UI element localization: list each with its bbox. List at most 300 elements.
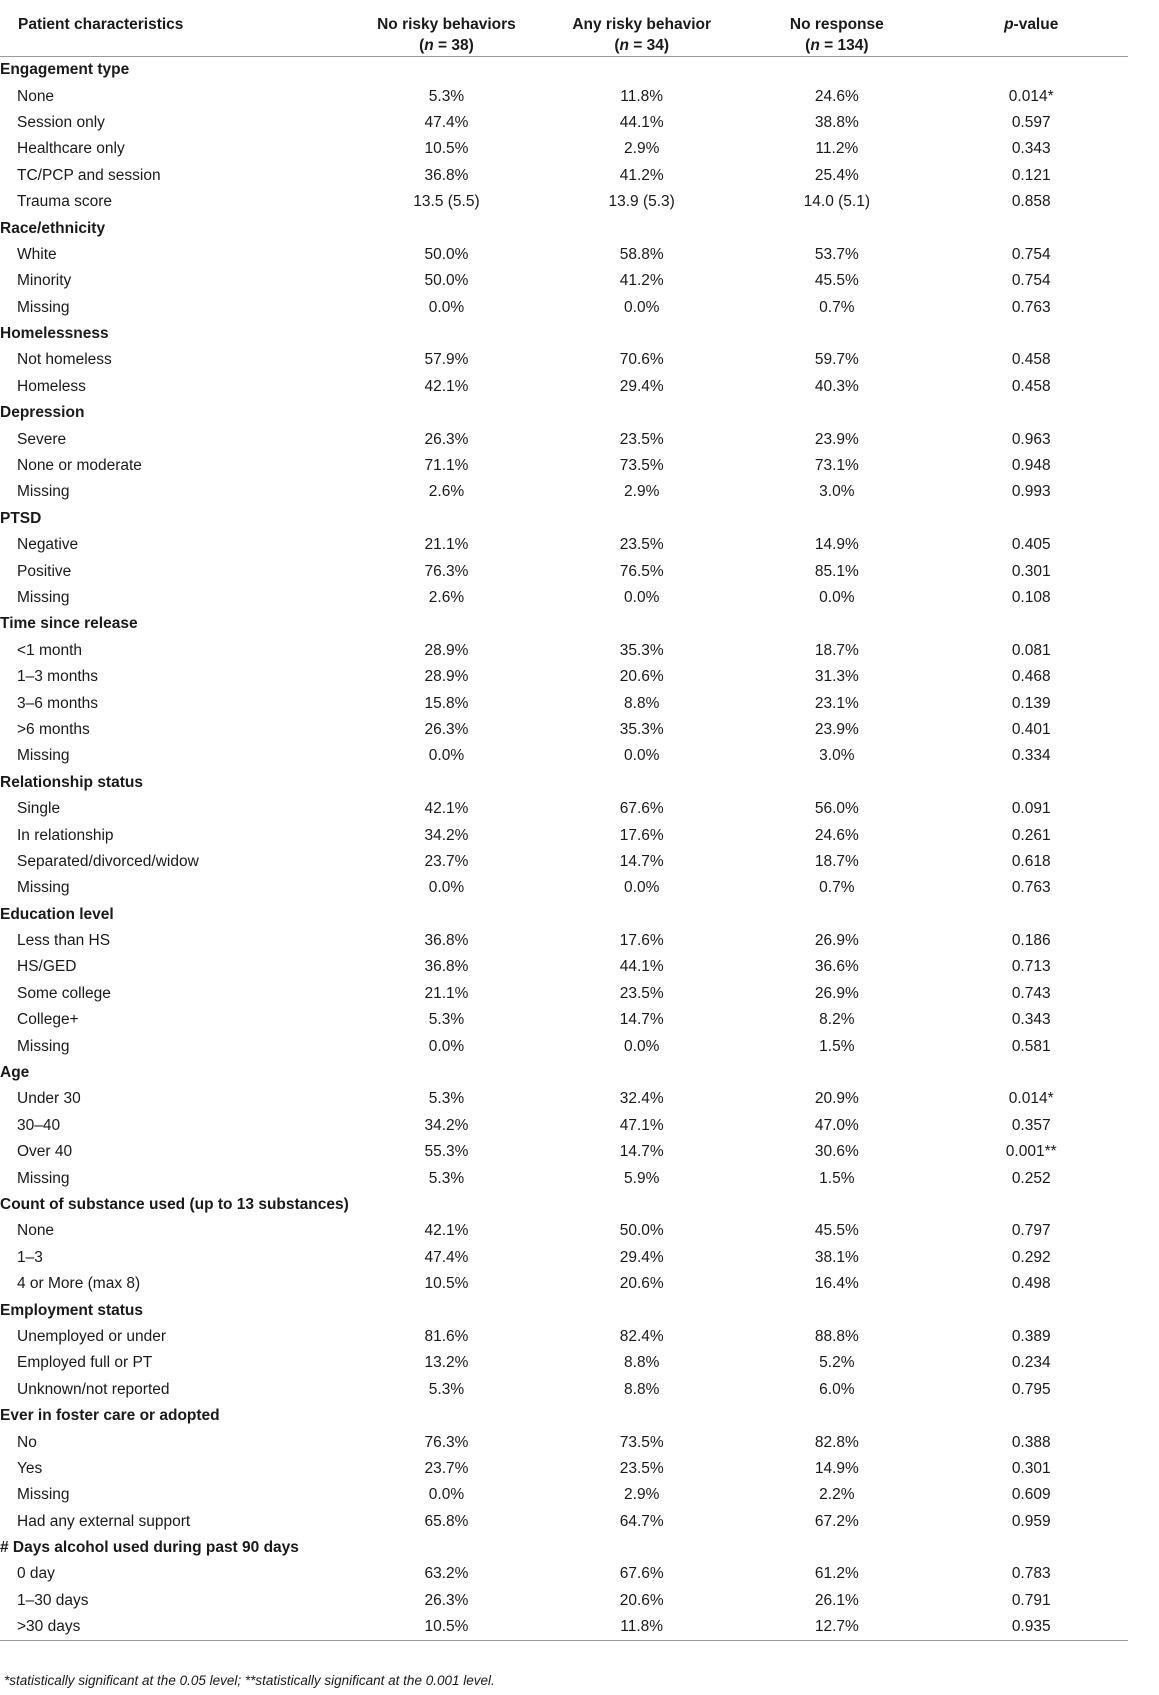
group-header-row <box>0 321 1128 347</box>
no-response-value: 0.7% <box>819 879 855 897</box>
empty-cell <box>349 400 544 426</box>
no-response-value: 3.0% <box>819 483 855 501</box>
no-risky-behaviors-value: 0.0% <box>428 298 465 316</box>
table-row <box>0 242 1128 268</box>
no-risky-behaviors-value: 65.8% <box>424 1512 469 1530</box>
row-label: Session only <box>17 113 105 131</box>
empty-cell <box>739 1403 934 1429</box>
group-header-row <box>0 902 1128 928</box>
table-row <box>0 189 1128 215</box>
no-response-value: 26.1% <box>814 1591 859 1609</box>
row-label: Missing <box>17 1037 70 1055</box>
table-row <box>0 268 1128 294</box>
group-header-row <box>0 770 1128 796</box>
group-label: Engagement type <box>0 61 130 79</box>
row-label: Missing <box>17 298 70 316</box>
empty-cell <box>739 1535 934 1561</box>
p-value: 0.357 <box>1011 1116 1051 1134</box>
table-row <box>0 1614 1128 1641</box>
no-risky-behaviors-value: 23.7% <box>424 1459 469 1477</box>
header-any-risky-behavior: Any risky behavior (n = 34) <box>544 0 739 57</box>
empty-cell <box>739 400 934 426</box>
table-row <box>0 1033 1128 1059</box>
row-label: Had any external support <box>17 1512 191 1530</box>
row-label: None <box>17 1222 55 1240</box>
table-row <box>0 532 1128 558</box>
group-header-row <box>0 215 1128 241</box>
no-risky-behaviors-value: 47.4% <box>424 113 469 131</box>
any-risky-behavior-value: 5.9% <box>624 1169 660 1187</box>
empty-cell <box>544 1403 739 1429</box>
table-row <box>0 638 1128 664</box>
row-label: No <box>17 1433 37 1451</box>
table-row <box>0 1482 1128 1508</box>
no-response-value: 40.3% <box>814 377 859 395</box>
no-response-value: 12.7% <box>739 1614 934 1641</box>
no-response-value: 6.0% <box>819 1380 855 1398</box>
p-value: 0.468 <box>1011 668 1051 686</box>
table-row <box>0 1165 1128 1191</box>
table-row <box>0 875 1128 901</box>
no-response-value: 3.0% <box>819 747 855 765</box>
no-risky-behaviors-value: 2.6% <box>428 483 465 501</box>
no-response-value: 25.4% <box>814 166 859 184</box>
table-row <box>0 295 1128 321</box>
empty-cell <box>544 902 739 928</box>
no-response-value: 45.5% <box>814 272 859 290</box>
table-row <box>0 928 1128 954</box>
table-row <box>0 1007 1128 1033</box>
no-risky-behaviors-value: 5.3% <box>428 1090 465 1108</box>
any-risky-behavior-value: 32.4% <box>619 1090 664 1108</box>
table-row <box>0 1350 1128 1376</box>
any-risky-behavior-value: 58.8% <box>619 245 664 263</box>
group-label: Relationship status <box>0 773 143 791</box>
empty-cell <box>349 902 544 928</box>
group-label: Ever in foster care or adopted <box>0 1407 220 1425</box>
empty-cell <box>934 400 1128 426</box>
p-value: 0.498 <box>1011 1275 1051 1293</box>
table-row <box>0 743 1128 769</box>
no-response-value: 16.4% <box>814 1275 859 1293</box>
table-row <box>0 1588 1128 1614</box>
empty-cell <box>349 1403 544 1429</box>
row-label: Trauma score <box>17 193 113 211</box>
no-response-value: 14.9% <box>814 536 859 554</box>
p-value: 0.609 <box>1011 1486 1051 1504</box>
group-label: Race/ethnicity <box>0 219 106 237</box>
row-label: White <box>17 245 57 263</box>
header-patient-characteristics: Patient characteristics <box>0 0 349 57</box>
no-risky-behaviors-value: 76.3% <box>424 562 469 580</box>
empty-cell <box>544 1535 739 1561</box>
table-row <box>0 1086 1128 1112</box>
header-no-response-n: 134 <box>837 37 864 54</box>
no-response-value: 31.3% <box>814 668 859 686</box>
any-risky-behavior-value: 11.8% <box>620 87 664 105</box>
header-row <box>0 0 1128 57</box>
empty-cell <box>349 611 544 637</box>
no-risky-behaviors-value: 2.6% <box>428 589 465 606</box>
table-row <box>0 1218 1128 1244</box>
row-label: Healthcare only <box>17 140 125 158</box>
p-value: 0.795 <box>1011 1380 1051 1398</box>
table-row <box>0 83 1128 109</box>
any-risky-behavior-value: 17.6% <box>619 932 664 950</box>
row-label: Unemployed or under <box>17 1327 167 1345</box>
no-risky-behaviors-value: 0.0% <box>428 1037 465 1055</box>
no-risky-behaviors-value: 21.1% <box>424 536 469 554</box>
no-risky-behaviors-value: 50.0% <box>424 245 469 263</box>
any-risky-behavior-value: 0.0% <box>624 879 660 897</box>
p-value: 0.935 <box>934 1614 1128 1641</box>
no-response-value: 20.9% <box>814 1090 859 1108</box>
group-header-row <box>0 1060 1128 1086</box>
row-label: Missing <box>17 1486 70 1504</box>
row-label: HS/GED <box>17 958 77 976</box>
table-row <box>0 453 1128 479</box>
table-row <box>0 1508 1128 1534</box>
p-value: 0.754 <box>1011 245 1051 263</box>
no-risky-behaviors-value: 28.9% <box>424 641 469 659</box>
no-risky-behaviors-value: 42.1% <box>424 377 469 395</box>
no-response-value: 14.9% <box>814 1459 859 1477</box>
group-header-row <box>0 400 1128 426</box>
no-risky-behaviors-value: 23.7% <box>424 852 469 870</box>
any-risky-behavior-value: 0.0% <box>624 747 660 765</box>
table-row <box>0 163 1128 189</box>
any-risky-behavior-value: 73.5% <box>619 457 664 475</box>
no-response-value: 30.6% <box>814 1143 859 1161</box>
p-value: 0.948 <box>1011 457 1051 475</box>
empty-cell <box>349 506 544 532</box>
row-label: Some college <box>17 984 111 1002</box>
group-header-row <box>0 57 1128 84</box>
empty-cell <box>934 1060 1128 1086</box>
no-response-value: 0.0% <box>819 589 855 606</box>
empty-cell <box>934 1297 1128 1323</box>
p-value: 0.401 <box>1011 720 1051 738</box>
empty-cell <box>349 1535 544 1561</box>
no-risky-behaviors-value: 42.1% <box>424 800 469 818</box>
group-header-row <box>0 1535 1128 1561</box>
no-risky-behaviors-value: 5.3% <box>428 1011 465 1029</box>
table-header <box>0 0 1128 57</box>
p-value: 0.301 <box>1011 1459 1051 1477</box>
row-label: >6 months <box>17 720 90 738</box>
row-label: TC/PCP and session <box>17 166 161 184</box>
table-row <box>0 690 1128 716</box>
no-response-value: 26.9% <box>814 932 859 950</box>
any-risky-behavior-value: 67.6% <box>619 800 664 818</box>
table-row <box>0 1456 1128 1482</box>
p-value: 0.343 <box>1011 1011 1051 1029</box>
p-value: 0.234 <box>1011 1354 1051 1372</box>
any-risky-behavior-value: 14.7% <box>619 1143 664 1161</box>
no-risky-behaviors-value: 10.5% <box>424 1275 469 1293</box>
row-label: Missing <box>17 1169 70 1187</box>
no-risky-behaviors-value: 36.8% <box>424 932 469 950</box>
row-label: Negative <box>17 536 79 554</box>
empty-cell <box>934 215 1128 241</box>
p-value: 0.963 <box>1011 430 1051 448</box>
table-row <box>0 1139 1128 1165</box>
row-label: Employed full or PT <box>17 1354 153 1372</box>
p-value: 0.252 <box>1011 1169 1051 1187</box>
header-p-value <box>934 0 1128 57</box>
group-header-row <box>0 1297 1128 1323</box>
group-label: PTSD <box>0 509 42 527</box>
any-risky-behavior-value: 35.3% <box>619 720 664 738</box>
table-row <box>0 822 1128 848</box>
header-no-risky-behaviors: No risky behaviors (n = 38) <box>349 0 544 57</box>
no-response-value: 18.7% <box>814 641 859 659</box>
any-risky-behavior-value: 41.2% <box>619 166 664 184</box>
no-response-value: 18.7% <box>814 852 859 870</box>
p-value: 0.121 <box>1011 166 1051 184</box>
empty-cell <box>544 770 739 796</box>
table-row <box>0 796 1128 822</box>
header-p-value-p: p <box>1004 16 1014 33</box>
group-label: Depression <box>0 404 85 422</box>
empty-cell <box>544 57 739 84</box>
empty-cell <box>934 321 1128 347</box>
any-risky-behavior-value: 47.1% <box>619 1116 664 1134</box>
row-label: 1–3 months <box>17 668 98 686</box>
row-label: 1–3 <box>17 1248 43 1266</box>
any-risky-behavior-value: 14.7% <box>619 1011 664 1029</box>
no-risky-behaviors-value: 76.3% <box>424 1433 469 1451</box>
table-row <box>0 110 1128 136</box>
group-label: Age <box>0 1064 30 1082</box>
header-any-risky-behavior-n: 34 <box>646 37 664 54</box>
p-value: 0.108 <box>1011 589 1051 606</box>
no-response-value: 47.0% <box>814 1116 859 1134</box>
table-row <box>0 558 1128 584</box>
no-risky-behaviors-value: 55.3% <box>424 1143 469 1161</box>
no-risky-behaviors-value: 0.0% <box>428 879 465 897</box>
empty-cell <box>349 57 544 84</box>
any-risky-behavior-value: 14.7% <box>619 852 664 870</box>
p-value: 0.993 <box>1011 483 1051 501</box>
row-label: Not homeless <box>17 351 112 369</box>
empty-cell <box>544 1060 739 1086</box>
no-risky-behaviors-value: 15.8% <box>424 694 469 712</box>
row-label: Single <box>17 800 61 818</box>
row-label: Unknown/not reported <box>17 1380 170 1398</box>
any-risky-behavior-value: 73.5% <box>619 1433 664 1451</box>
any-risky-behavior-value: 0.0% <box>624 298 660 316</box>
table-row <box>0 347 1128 373</box>
row-label: Missing <box>17 589 70 606</box>
p-value: 0.618 <box>1011 852 1051 870</box>
empty-cell <box>739 506 934 532</box>
empty-cell <box>544 506 739 532</box>
p-value: 0.081 <box>1011 641 1051 659</box>
table-row <box>0 664 1128 690</box>
no-response-value: 85.1% <box>814 562 859 580</box>
row-label: Homeless <box>17 377 86 395</box>
table-row <box>0 1324 1128 1350</box>
no-response-value: 67.2% <box>814 1512 859 1530</box>
row-label: Minority <box>17 272 72 290</box>
no-risky-behaviors-value: 63.2% <box>424 1565 469 1583</box>
no-response-value: 61.2% <box>814 1565 859 1583</box>
empty-cell <box>544 321 739 347</box>
no-risky-behaviors-value: 34.2% <box>424 826 469 844</box>
any-risky-behavior-value: 44.1% <box>619 958 664 976</box>
table-row <box>0 849 1128 875</box>
no-response-value: 45.5% <box>814 1222 859 1240</box>
empty-cell <box>739 57 934 84</box>
p-value: 0.301 <box>1011 562 1051 580</box>
empty-cell <box>544 611 739 637</box>
header-no-response-label: No response <box>789 16 884 33</box>
p-value: 0.014* <box>1008 87 1054 105</box>
no-risky-behaviors-value: 5.3% <box>428 87 465 105</box>
any-risky-behavior-value: 2.9% <box>624 1486 660 1504</box>
any-risky-behavior-value: 2.9% <box>624 483 660 501</box>
p-value: 0.754 <box>1011 272 1051 290</box>
p-value: 0.783 <box>1011 1565 1051 1583</box>
p-value: 0.581 <box>1011 1037 1051 1055</box>
empty-cell <box>739 1192 934 1218</box>
any-risky-behavior-value: 35.3% <box>619 641 664 659</box>
no-response-value: 23.1% <box>814 694 859 712</box>
p-value: 0.791 <box>1011 1591 1051 1609</box>
no-risky-behaviors-value: 21.1% <box>424 984 469 1002</box>
row-label: 1–30 days <box>17 1591 89 1609</box>
table-row <box>0 1377 1128 1403</box>
empty-cell <box>934 902 1128 928</box>
empty-cell <box>349 321 544 347</box>
no-risky-behaviors-value: 0.0% <box>428 747 465 765</box>
any-risky-behavior-value: 64.7% <box>619 1512 664 1530</box>
any-risky-behavior-value: 23.5% <box>619 984 664 1002</box>
group-label: Employment status <box>0 1301 143 1319</box>
empty-cell <box>349 1192 544 1218</box>
no-response-value: 82.8% <box>814 1433 859 1451</box>
p-value: 0.763 <box>1011 298 1051 316</box>
any-risky-behavior-value: 29.4% <box>619 377 664 395</box>
any-risky-behavior-value: 44.1% <box>619 113 664 131</box>
group-header-row <box>0 611 1128 637</box>
row-label: In relationship <box>17 826 114 844</box>
p-value: 0.858 <box>1011 193 1051 211</box>
p-value: 0.261 <box>1011 826 1051 844</box>
no-risky-behaviors-value: 36.8% <box>424 166 469 184</box>
row-label: Missing <box>17 747 70 765</box>
no-response-value: 2.2% <box>819 1486 855 1504</box>
group-header-row <box>0 1403 1128 1429</box>
group-header-row <box>0 1192 1128 1218</box>
any-risky-behavior-value: 20.6% <box>619 1275 664 1293</box>
p-value: 0.186 <box>1011 932 1051 950</box>
any-risky-behavior-value: 23.5% <box>619 1459 664 1477</box>
p-value: 0.139 <box>1011 694 1051 712</box>
row-label: College+ <box>17 1011 79 1029</box>
no-risky-behaviors-value: 36.8% <box>424 958 469 976</box>
empty-cell <box>739 902 934 928</box>
row-label: Less than HS <box>17 932 111 950</box>
no-response-value: 14.0 (5.1) <box>803 193 870 211</box>
no-risky-behaviors-value: 81.6% <box>424 1327 469 1345</box>
empty-cell <box>544 1192 739 1218</box>
any-risky-behavior-value: 76.5% <box>619 562 664 580</box>
row-label: None or moderate <box>17 457 142 475</box>
table-row <box>0 1271 1128 1297</box>
table-row <box>0 954 1128 980</box>
header-no-risky-behaviors-n: 38 <box>451 37 469 54</box>
empty-cell <box>349 1297 544 1323</box>
p-value: 0.091 <box>1011 800 1051 818</box>
row-label: >30 days <box>0 1614 349 1641</box>
no-response-value: 23.9% <box>814 430 859 448</box>
empty-cell <box>934 1192 1128 1218</box>
empty-cell <box>739 611 934 637</box>
no-response-value: 56.0% <box>814 800 859 818</box>
any-risky-behavior-value: 67.6% <box>619 1565 664 1583</box>
p-value: 0.713 <box>1011 958 1051 976</box>
row-label: Positive <box>17 562 72 580</box>
table-row <box>0 981 1128 1007</box>
p-value: 0.014* <box>1008 1090 1054 1108</box>
any-risky-behavior-value: 50.0% <box>619 1222 664 1240</box>
table-row <box>0 1245 1128 1271</box>
no-response-value: 88.8% <box>814 1327 859 1345</box>
empty-cell <box>739 321 934 347</box>
row-label: Over 40 <box>17 1143 73 1161</box>
group-header-row <box>0 506 1128 532</box>
row-label: Severe <box>17 430 67 448</box>
empty-cell <box>349 770 544 796</box>
row-label: 3–6 months <box>17 694 98 712</box>
row-label: 30–40 <box>17 1116 61 1134</box>
no-risky-behaviors-value: 57.9% <box>424 351 469 369</box>
no-risky-behaviors-value: 34.2% <box>424 1116 469 1134</box>
group-label: # Days alcohol used during past 90 days <box>0 1539 299 1557</box>
no-response-value: 36.6% <box>814 958 859 976</box>
group-label: Homelessness <box>0 325 109 343</box>
any-risky-behavior-value: 8.8% <box>624 1380 660 1398</box>
empty-cell <box>934 57 1128 84</box>
empty-cell <box>934 770 1128 796</box>
table-row <box>0 1113 1128 1139</box>
row-label: Yes <box>17 1459 43 1477</box>
p-value: 0.343 <box>1011 140 1051 158</box>
row-label: Under 30 <box>17 1090 81 1108</box>
p-value: 0.458 <box>1011 377 1051 395</box>
p-value: 0.334 <box>1011 747 1051 765</box>
any-risky-behavior-value: 82.4% <box>619 1327 664 1345</box>
group-label: Education level <box>0 905 114 923</box>
any-risky-behavior-value: 23.5% <box>619 536 664 554</box>
any-risky-behavior-value: 41.2% <box>619 272 664 290</box>
any-risky-behavior-value: 29.4% <box>619 1248 664 1266</box>
any-risky-behavior-value: 8.8% <box>624 1354 660 1372</box>
table-body <box>0 57 1128 1641</box>
any-risky-behavior-value: 17.6% <box>619 826 664 844</box>
no-response-value: 1.5% <box>819 1169 855 1187</box>
no-response-value: 8.2% <box>819 1011 855 1029</box>
header-no-response: No response (n = 134) <box>739 0 934 57</box>
footnote: *statistically significant at the 0.05 level; **statistically significant at the 0.001 level. <box>4 1673 495 1688</box>
table-row <box>0 1429 1128 1455</box>
table-row <box>0 1561 1128 1587</box>
p-value: 0.763 <box>1011 879 1051 897</box>
no-response-value: 38.1% <box>814 1248 859 1266</box>
no-response-value: 11.2% <box>815 140 859 158</box>
